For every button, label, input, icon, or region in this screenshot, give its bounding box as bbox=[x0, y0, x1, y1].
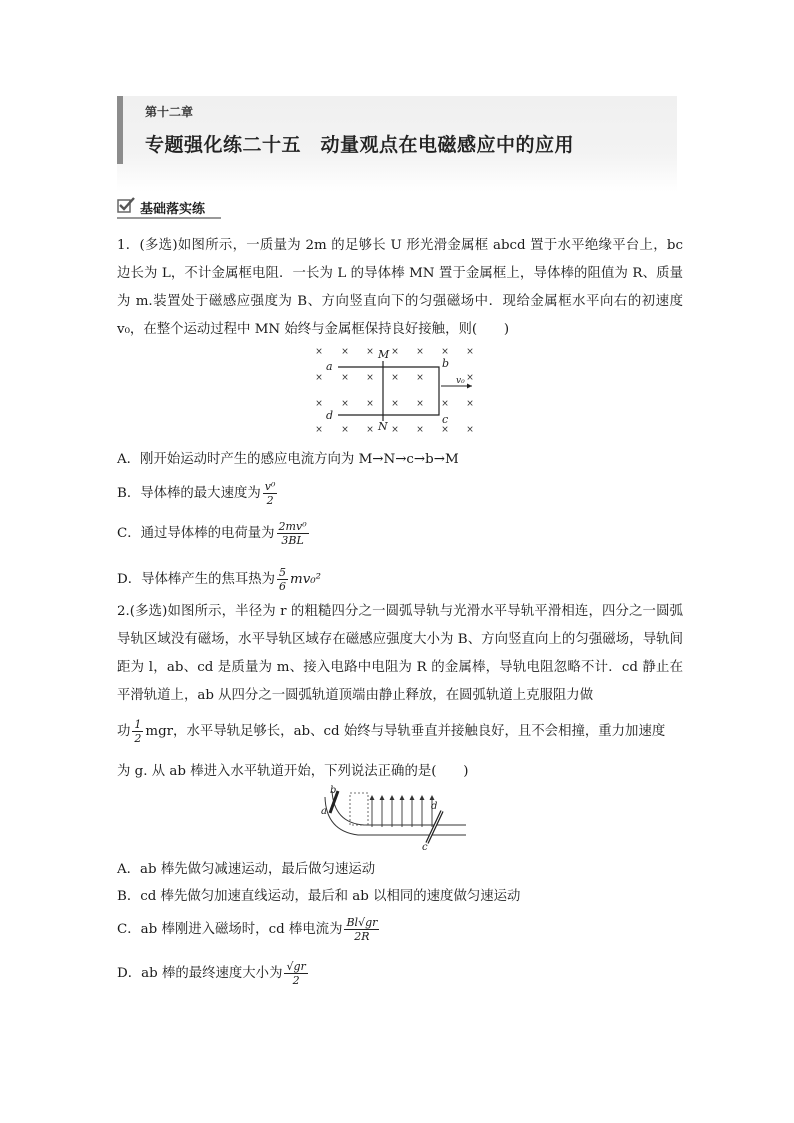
page-title: 专题强化练二十五 动量观点在电磁感应中的应用 bbox=[145, 134, 575, 156]
svg-text:×: × bbox=[416, 425, 424, 435]
svg-text:×: × bbox=[416, 347, 424, 357]
svg-text:×: × bbox=[315, 347, 323, 357]
svg-text:×: × bbox=[466, 399, 474, 409]
chapter-label: 第十二章 bbox=[145, 105, 194, 119]
q1-option-a: A．刚开始运动时产生的感应电流方向为 M→N→c→b→M bbox=[117, 452, 459, 467]
svg-text:×: × bbox=[366, 425, 374, 435]
label-b: b bbox=[442, 357, 450, 370]
svg-text:×: × bbox=[366, 347, 374, 357]
q2-option-d: D．ab 棒的最终速度大小为 $\frac{√gr}{2}$ bbox=[117, 960, 306, 987]
label-a: a bbox=[326, 360, 333, 373]
svg-text:×: × bbox=[315, 425, 323, 435]
q2-option-a: A．ab 棒先做匀减速运动，最后做匀速运动 bbox=[117, 862, 376, 877]
svg-text:×: × bbox=[315, 399, 323, 409]
label-d: d bbox=[326, 409, 334, 422]
svg-text:×: × bbox=[466, 373, 474, 383]
label-a: a bbox=[321, 806, 327, 817]
svg-text:×: × bbox=[391, 425, 399, 435]
svg-text:×: × bbox=[391, 399, 399, 409]
svg-text:×: × bbox=[466, 425, 474, 435]
section-underline bbox=[117, 217, 221, 219]
svg-text:×: × bbox=[341, 347, 349, 357]
question-2-text: 2.(多选)如图所示，半径为 r 的粗糙四分之一圆弧导轨与光滑水平导轨平滑相连，四分之一圆弧导轨区域没有磁场，水平导轨区域存在磁感应强度大小为 B、方向竖直向上的匀强磁场，导轨间距为 l，ab、cd 是质量为 m、接入电路中电阻为 R 的金属棒，导轨电阻忽略不计．cd 静止在平滑轨道上，ab 从四分之一圆弧轨道顶端由静止释放，在圆弧轨道上克服阻力做 bbox=[117, 604, 683, 703]
section-label: 基础落实练 bbox=[140, 202, 206, 217]
svg-text:×: × bbox=[416, 399, 424, 409]
svg-text:×: × bbox=[366, 373, 374, 383]
svg-text:×: × bbox=[466, 347, 474, 357]
label-c: c bbox=[442, 413, 449, 426]
header-accent-bar bbox=[117, 96, 123, 164]
svg-text:×: × bbox=[441, 425, 449, 435]
question-2-text-line-5: 功 $\frac{1}{2}$ mgr，水平导轨足够长，ab、cd 始终与导轨垂直并接触良好，且不会相撞，重力加速度 bbox=[117, 718, 666, 745]
svg-text:×: × bbox=[391, 347, 399, 357]
label-v0: v₀ bbox=[456, 376, 465, 386]
question-2-figure bbox=[318, 783, 468, 853]
q1-option-b: B．导体棒的最大速度为 $\frac{\text{v⁰}}{2}$ bbox=[117, 480, 276, 507]
q2-option-b: B．cd 棒先做匀加速直线运动，最后和 ab 以相同的速度做匀速运动 bbox=[117, 889, 521, 904]
checkbox-check-icon bbox=[117, 197, 135, 213]
arc-rail-front bbox=[325, 797, 466, 835]
svg-text:×: × bbox=[366, 399, 374, 409]
svg-text:×: × bbox=[416, 373, 424, 383]
q1-option-c: C．通过导体棒的电荷量为 $\frac{\text{2mv⁰}}{3BL}$ bbox=[117, 520, 307, 547]
field-arrows bbox=[372, 797, 432, 827]
svg-text:×: × bbox=[391, 373, 399, 383]
q2-option-c: C．ab 棒刚进入磁场时，cd 棒电流为 $\frac{Bl√gr}{2R}$ bbox=[117, 916, 378, 943]
label-m: M bbox=[378, 348, 390, 361]
field-boundary bbox=[350, 793, 368, 825]
question-2-text-line-6: 为 g. 从 ab 棒进入水平轨道开始，下列说法正确的是( ) bbox=[117, 764, 469, 779]
label-n: N bbox=[378, 420, 388, 433]
label-b: b bbox=[330, 785, 337, 796]
q1-option-d: D．导体棒产生的焦耳热为 $\frac{5}{6}$ mv₀² bbox=[117, 566, 322, 593]
svg-text:×: × bbox=[341, 373, 349, 383]
magnetic-field-crosses bbox=[315, 347, 474, 435]
svg-text:×: × bbox=[441, 399, 449, 409]
svg-text:×: × bbox=[341, 399, 349, 409]
svg-text:×: × bbox=[341, 425, 349, 435]
label-c: c bbox=[422, 842, 428, 853]
question-1-figure bbox=[312, 343, 482, 435]
label-d: d bbox=[431, 801, 438, 812]
u-frame bbox=[338, 367, 439, 415]
svg-text:×: × bbox=[441, 347, 449, 357]
question-1-text: 1．(多选)如图所示，一质量为 2m 的足够长 U 形光滑金属框 abcd 置于水平绝缘平台上，bc 边长为 L，不计金属框电阻．一长为 L 的导体棒 MN 置于金属框上，导体棒的阻值为 R、质量为 m.装置处于磁感应强度为 B、方向竖直向下的匀强磁场中．现给金属框水平向右的初速度 v₀，在整个运动过程中 MN 始终与金属框保持良好接触，则( ) bbox=[117, 238, 683, 337]
arc-rail-back bbox=[332, 791, 466, 825]
svg-text:×: × bbox=[315, 373, 323, 383]
